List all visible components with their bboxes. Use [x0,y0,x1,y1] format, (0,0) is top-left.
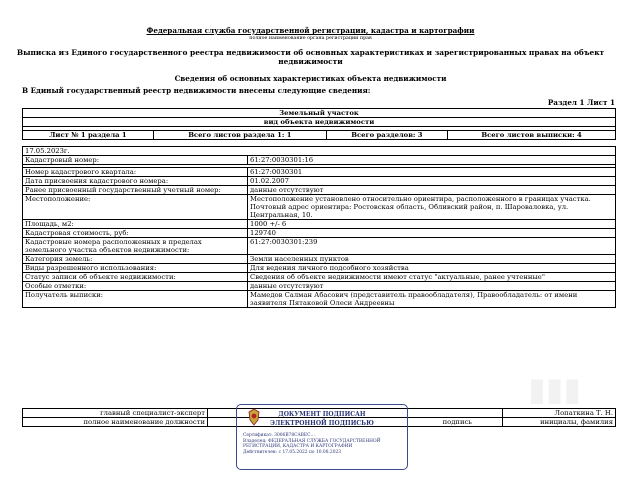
table-row [23,282,616,291]
row-label: Виды разрешенного использования: [23,264,248,273]
signer-position: главный специалист-эксперт [23,409,208,418]
stamp-cert: Сертификат: 3006B78CABEC… [243,433,315,438]
table-row [23,291,616,308]
table-row [23,273,616,282]
stamp-title: ДОКУМЕНТ ПОДПИСАН [278,411,366,418]
row-value: Земли населенных пунктов [248,255,616,264]
extract-date: 17.05.2023г. [23,147,616,156]
name-caption: инициалы, фамилия [503,418,616,427]
row-label: Площадь, м2: [23,220,248,229]
watermark: ▮▮▮ [528,370,581,408]
table-row [23,195,616,220]
table-row [23,229,616,238]
row-value: Местоположение установлено относительно ориентира, расположенного в границах участка. Почтовый адрес ориентира: Ростовская область, Обливский район, п. Шароваловка, ул. Центральная, 10. [248,195,616,220]
table-row [23,186,616,195]
sheet-number: Лист № 1 раздела 1 [23,131,154,140]
document-title: Выписка из Единого государственного реестра недвижимости об основных характеристиках и зарегистрированных правах на объект недвижимости [16,48,605,66]
row-value: Мамедов Салман Абасович (представитель правообладателя), Правообладатель: от имени заявителя Пятаковой Олеси Андреевны [248,291,616,308]
total-sections: Всего разделов: 3 [326,131,448,140]
sheets-in-section: Всего листов раздела 1: 1 [154,131,327,140]
row-label: Статус записи об объекте недвижимости: [23,273,248,282]
row-label: Кадастровые номера расположенных в пределах земельного участка объектов недвижимости: [23,238,248,255]
table-row [23,168,616,177]
row-label: Местоположение: [23,195,248,220]
table-row [23,264,616,273]
stamp-validity: Действителен: с 17.05.2022 по 10.08.2023 [243,449,342,455]
table-row [23,156,616,165]
row-value: данные отсутствуют [248,186,616,195]
row-label: Кадастровый номер: [23,156,248,165]
object-type: Земельный участок [23,109,616,118]
stamp-owner-2: РЕГИСТРАЦИИ, КАДАСТРА И КАРТОГРАФИИ [243,444,353,450]
object-type-caption: вид объекта недвижимости [23,118,616,127]
row-value: 01.02.2007 [248,177,616,186]
row-value: Для ведения личного подсобного хозяйства [248,264,616,273]
row-label: Категория земель: [23,255,248,264]
row-value: 1000 +/- 6 [248,220,616,229]
signature-caption: подпись [208,418,503,427]
row-value: 129740 [248,229,616,238]
row-value: Сведения об объекте недвижимости имеют статус "актуальные, ранее учтенные" [248,273,616,282]
object-header-table [22,108,616,140]
position-caption: полное наименование должности [23,418,208,427]
stamp-details [243,433,380,455]
total-sheets: Всего листов выписки: 4 [448,131,616,140]
row-label: Дата присвоения кадастрового номера: [23,177,248,186]
agency-name: Федеральная служба государственной регистрации, кадастра и картографии [146,26,475,35]
row-label: Получатель выписки: [23,291,248,308]
table-row [23,177,616,186]
table-row [23,238,616,255]
row-value: 61:27:0030301:16 [248,156,616,165]
agency-caption: полное наименование органа регистрации прав [249,36,372,41]
section-label: Раздел 1 Лист 1 [547,98,615,107]
row-value: данные отсутствуют [248,282,616,291]
stamp-owner: Владелец: ФЕДЕРАЛЬНАЯ СЛУЖБА ГОСУДАРСТВЕННОЙ [243,438,381,444]
characteristics-table [22,146,616,308]
row-label: Особые отметки: [23,282,248,291]
document-subtitle: Сведения об основных характеристиках объекта недвижимости [174,74,447,83]
signer-name: Лопаткина Т. Н. [503,409,616,418]
row-value: 61:27:0030301:239 [248,238,616,255]
row-label: Ранее присвоенный государственный учетный номер: [23,186,248,195]
intro-text: В Единый государственный реестр недвижимости внесены следующие сведения: [22,86,371,95]
row-value: 61:27:0030301 [248,168,616,177]
table-row [23,220,616,229]
row-label: Номер кадастрового квартала: [23,168,248,177]
table-row [23,255,616,264]
row-label: Кадастровая стоимость, руб: [23,229,248,238]
electronic-signature-stamp [236,404,408,470]
stamp-subtitle: ЭЛЕКТРОННОЙ ПОДПИСЬЮ [270,420,374,427]
